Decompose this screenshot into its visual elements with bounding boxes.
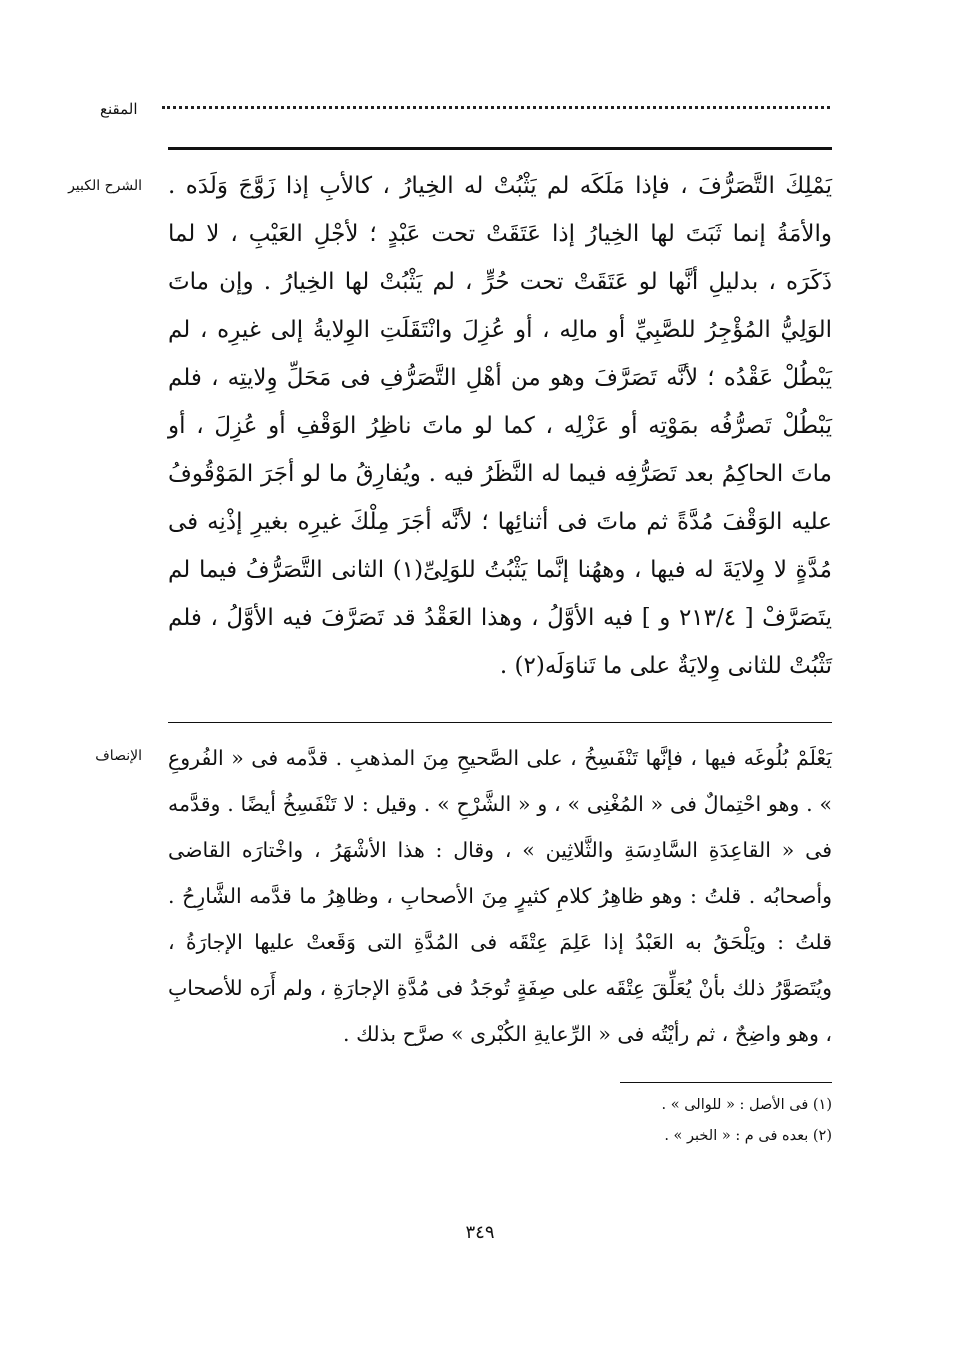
sharh-body-text: يَمْلِكَ التَّصَرُّفَ ، فإذا مَلَكَه لم يَثْبُتْ له الخِيارُ ، كالأبِ إذا زَوَّجَ وَلَدَه . والأمَةُ إنما ثَبَتَ لها الخِيارُ إذا عَتَقَتْ تحت عَبْدٍ ؛ لأجْلِ العَيْبِ ، لا لما ذَكَرَه ، بدليلِ أنَّها لو عَتَقَتْ تحت حُرٍّ ، لم يَثْبُتْ لها الخِيارُ . وإن ماتَ الوَلِيُّ المُؤْجِرُ للصَّبِيِّ أو مالِه ، أو عُزِلَ وانْتَقَلَتِ الوِلايةُ إلى غيرِه ، لم يَبْطُلْ عَقْدُه ؛ لأنَّه تَصَرَّفَ وهو من أهْلِ التَّصَرُّفِ فى مَحَلِّ وِلايتِه ، فلم يَبْطُلْ تَصرُّفُه بمَوْتِه أو عَزْلِه ، كما لو ماتَ ناظِرُ الوَقْفِ أو عُزِلَ ، أو ماتَ الحاكِمُ بعد تَصَرُّفِه فيما له النَّظَرُ فيه . ويُفارِقُ ما لو أجَرَ المَوْقُوفُ عليه الوَقْفَ مُدَّةً ثم ماتَ فى أثنائِها ؛ لأنَّه أجَرَ مِلْكَ غيرِه بغيرِ إذْنِه فى مُدَّةٍ لا وِلايَةَ له فيها ، وههُنا إنَّما يَثْبُتُ للوَلِىِّ(١) الثانى التَّصَرُّفُ فيما لم يتَصَرَّفْ [ ٢١٣/٤ و ] فيه الأوَّلُ ، وهذا العَقْدُ قد تَصَرَّفَ فيه الأوَّلُ ، فلم تَثْبُتْ للثانى وِلايَةٌ على ما تَناوَلَه(٢) . [168,173,833,679]
insaf-body-text: يَعْلَمْ بُلُوغَه فيها ، فإنَّها تَنْفَسِخُ ، على الصَّحيحِ مِنَ المذهبِ . قدَّمه فى « الفُروعِ » . وهو احْتِمالٌ فى « المُغْنِى » ، و « الشَّرْحِ » . وقيل : لا تَنْفَسِخُ أيضًا . وقدَّمه فى « القاعِدَةِ السَّادِسَةِ والثَّلاثِين » ، وقال : هذا الأشْهَرُ ، واخْتارَه القاضى وأصحابُه . قلتُ : وهو ظاهِرُ كلامِ كثيرٍ مِنَ الأصحابِ ، وظاهِرُ ما قدَّمه الشَّارِحُ . قلتُ : ويَلْحَقُ به العَبْدُ إذا عَلِمَ عِتْقَه فى المُدَّةِ التى وَقَعتْ عليها الإجارَةُ ، ويُتَصَوَّرُ ذلك بأنْ يُعَلِّقَ عِتْقَه على صِفَةٍ تُوجَدُ فى مُدَّةِ الإجارَةِ ، ولم أَرَه للأصحابِ ، وهو واضِحٌ ، ثم رأيْتُه فى « الرِّعايةِ الكُبْرى » صرَّح بذلك . [168,746,832,1046]
section-divider [168,722,832,723]
running-header-title: المقنع [100,100,138,118]
insaf-section-label: الإنصاف [95,748,142,764]
header-rule [168,147,832,150]
footnote-1: (١) فى الأصل : « للوالى » . [661,1097,832,1113]
footnote-2: (٢) بعده فى م : « الخبر » . [664,1128,832,1144]
footnotes [432,1090,832,1152]
header-dotted-leader [162,106,830,109]
page-number: ٣٤٩ [465,1222,495,1243]
sharh-section-label: الشرح الكبير [68,178,142,194]
footnote-divider [620,1082,832,1083]
